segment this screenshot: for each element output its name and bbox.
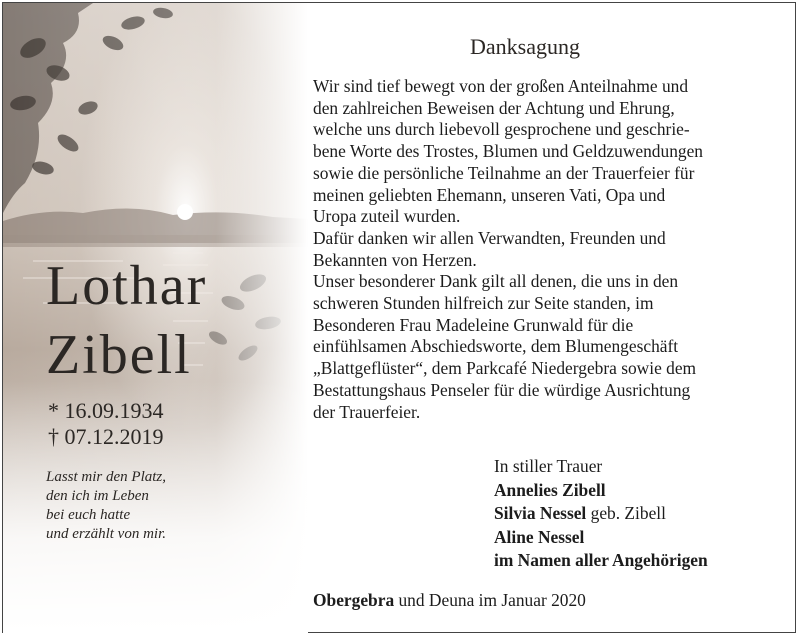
quote-line: und erzählt von mir.	[46, 526, 166, 542]
quote-line: den ich im Leben	[46, 488, 149, 504]
mourner-line	[494, 502, 708, 526]
quote-line: bei euch hatte	[46, 507, 131, 523]
text-line: den zahlreichen Beweisen der Achtung und Ehrung,	[313, 97, 675, 118]
mourner-line	[494, 549, 708, 573]
text-line: Uropa zuteil wurden.	[313, 206, 461, 227]
mourner-name: Aline Nessel	[494, 526, 585, 547]
text-line: meinen geliebten Ehemann, unseren Vati, Opa und	[313, 184, 666, 205]
text-line: Dafür danken wir allen Verwandten, Freunden und	[313, 227, 666, 248]
text-line: der Trauerfeier.	[313, 401, 421, 422]
mourner-line	[494, 479, 708, 503]
signature-block	[494, 455, 708, 573]
mourner-note: geb. Zibell	[586, 503, 666, 523]
memorial-quote	[46, 468, 166, 544]
mourner-name: im Namen aller Angehörigen	[494, 550, 708, 570]
quote-line: Lasst mir den Platz,	[46, 469, 167, 485]
text-line: Besonderen Frau Madeleine Grunwald für die	[313, 314, 634, 335]
text-line: einfühlsamen Abschiedsworte, dem Blumengeschäft	[313, 336, 679, 357]
place-date-line	[313, 590, 586, 611]
text-line: Wir sind tief bewegt von der großen Anteilnahme und	[313, 76, 689, 96]
text-line: welche uns durch liebevoll gesprochene und geschrie-	[313, 119, 690, 140]
mourner-name: Annelies Zibell	[494, 479, 606, 500]
text-line: Bekannten von Herzen.	[313, 249, 477, 270]
death-date: † 07.12.2019	[48, 424, 164, 449]
thanks-text	[313, 76, 773, 423]
place-name: Obergebra	[313, 590, 395, 610]
text-line: Unser besonderer Dank gilt all denen, die uns in den	[313, 271, 679, 292]
text-line: Bestattungshaus Penseler für die würdige Ausrichtung	[313, 379, 691, 400]
deceased-first-name: Lothar	[46, 255, 208, 317]
text-line: schweren Stunden hilfreich zur Seite standen, im	[313, 293, 654, 314]
notice-title: Danksagung	[470, 34, 580, 59]
text-line: sowie die persönliche Teilnahme an der Trauerfeier für	[313, 162, 695, 183]
text-line: „Blattgeflüster“, dem Parkcafé Niedergebra sowie dem	[313, 358, 697, 379]
text-line: bene Worte des Trostes, Blumen und Geldzuwendungen	[313, 141, 703, 162]
mourner-line	[494, 526, 708, 550]
signature-intro: In stiller Trauer	[494, 456, 603, 476]
birth-date: * 16.09.1934	[48, 398, 164, 423]
deceased-last-name: Zibell	[46, 324, 192, 386]
place-rest: und Deuna im Januar 2020	[394, 590, 586, 610]
mourner-name: Silvia Nessel	[494, 503, 587, 523]
